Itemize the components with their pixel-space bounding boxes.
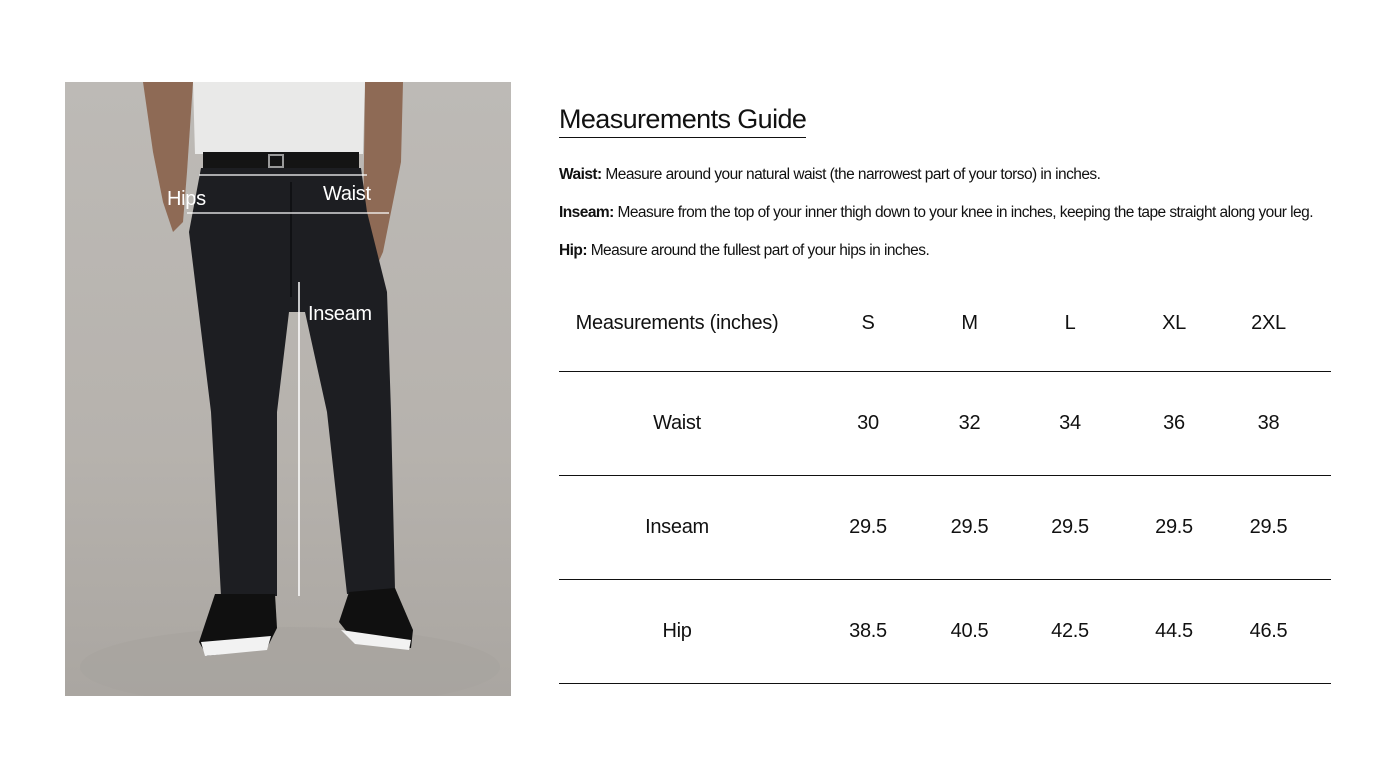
column-header: XL <box>1162 312 1186 335</box>
table-row <box>559 475 1331 579</box>
table-cell: 29.5 <box>941 475 998 579</box>
hips-photo-label: Hips <box>167 188 206 210</box>
table-cell: 46.5 <box>1206 579 1331 683</box>
inseam-term: Inseam: <box>559 204 614 221</box>
waist-term: Waist: <box>559 166 602 183</box>
column-header: S <box>861 312 875 335</box>
row-label: Inseam <box>559 475 795 579</box>
hip-instruction <box>559 242 929 260</box>
hip-text: Measure around the fullest part of your hips in inches. <box>586 242 930 259</box>
table-cell: 29.5 <box>1142 475 1206 579</box>
table-cell: 29.5 <box>1206 475 1331 579</box>
table-row <box>559 579 1331 683</box>
model-photo <box>65 82 511 696</box>
row-label: Waist <box>559 371 795 475</box>
table-cell: 40.5 <box>941 579 998 683</box>
table-cell: 29.5 <box>795 475 941 579</box>
table-cell: 32 <box>941 371 998 475</box>
table-cell: 30 <box>795 371 941 475</box>
table-cell: 44.5 <box>1142 579 1206 683</box>
waist-instruction <box>559 166 1100 184</box>
table-cell: 29.5 <box>998 475 1142 579</box>
table-row <box>559 371 1331 475</box>
table-header-row <box>559 277 1331 371</box>
table-cell: 38 <box>1206 371 1331 475</box>
inseam-instruction <box>559 204 1313 222</box>
size-chart-table <box>559 277 1331 684</box>
inseam-photo-label: Inseam <box>308 303 372 325</box>
page-title: Measurements Guide <box>559 104 806 138</box>
row-label: Hip <box>559 579 795 683</box>
inseam-text: Measure from the top of your inner thigh down to your knee in inches, keeping the tape straight along your leg. <box>613 204 1313 221</box>
waist-text: Measure around your natural waist (the narrowest part of your torso) in inches. <box>601 166 1101 183</box>
table-cell: 36 <box>1142 371 1206 475</box>
column-header: L <box>1064 312 1076 335</box>
pants-illustration <box>65 82 511 696</box>
table-cell: 34 <box>998 371 1142 475</box>
column-header: M <box>961 312 978 335</box>
column-header: 2XL <box>1251 312 1286 335</box>
column-header: Measurements (inches) <box>575 312 779 335</box>
table-cell: 42.5 <box>998 579 1142 683</box>
waist-photo-label: Waist <box>323 183 371 205</box>
table-cell: 38.5 <box>795 579 941 683</box>
hip-term: Hip: <box>559 242 587 259</box>
measurements-guide <box>559 104 1359 259</box>
